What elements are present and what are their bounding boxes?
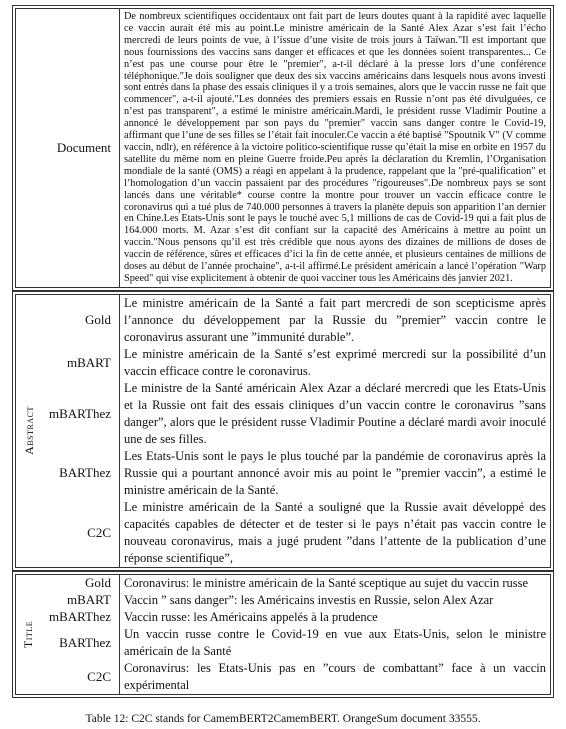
title-row-barthez [16, 626, 550, 660]
abstract-generated-text: Le ministre de la Santé américain Alex Azar a déclaré mercredi que les Etats-Unis et la Russie ont fait des essais cliniques d’un vaccin contre le coronavirus ”sans danger”, alors que le président russe Vladimir Poutine a déclaré mardi avoir inoculé une de ses filles. [119, 380, 550, 448]
title-model-label: Gold [85, 575, 111, 591]
title-generated-text: Coronavirus: les Etats-Unis pas en ”cours de combattant” face à un vaccin expérimental [119, 660, 550, 694]
abstract-generated-text: Le ministre américain de la Santé s’est exprimé mercredi sur la possibilité d’un vaccin efficace contre le coronavirus. [119, 346, 550, 380]
abstract-rows [16, 295, 550, 567]
title-model-label: mBARThez [48, 609, 111, 625]
document-row [16, 9, 550, 287]
document-label: Document [56, 139, 111, 155]
title-row-mbarthez [16, 609, 550, 626]
abstract-generated-text: Le ministre américain de la Santé a fait part mercredi de son scepticisme après l’annonce du développement par la Russie du ”premier” vaccin contre le coronavirus assurant une ”immunité durable”. [119, 295, 550, 346]
title-row-mbart [16, 592, 550, 609]
abstract-generated-text: Les Etats-Unis sont le pays le plus touché par la pandémie de coronavirus après la Russie qui a pourtant annoncé avoir mis au point le ”premier vaccin”, a estimé le ministre américain de la Santé. [119, 448, 550, 499]
abstract-model-label: C2C [87, 524, 111, 540]
title-section [15, 574, 551, 695]
abstract-row-mbart [16, 346, 550, 380]
abstract-row-mbarthez [16, 380, 550, 448]
title-row-c2c [16, 660, 550, 694]
results-table [15, 8, 551, 695]
abstract-row-gold [16, 295, 550, 346]
title-generated-text: Un vaccin russe contre le Covid-19 en vue aux Etats-Unis, selon le ministre américain de la Santé [119, 626, 550, 660]
abstract-section-label: Abstract [21, 406, 36, 456]
title-section-label: Title [21, 620, 36, 648]
title-rows [16, 575, 550, 694]
title-generated-text: Coronavirus: le ministre américain de la Santé sceptique au sujet du vaccin russe [119, 575, 550, 592]
document-text: De nombreux scientifiques occidentaux ont fait part de leurs doutes quant à la rapidité avec laquelle ce vaccin aurait été mis au point.Le ministre américain de la Santé Alex Azar s’est fait l’écho mercredi de leurs points de vue, à l’issue d’une visite de trois jours à Taïwan."Il est important que nous fournissions des vaccins sans danger et efficaces et que les données soient transparentes... Ce n’est pas une course pour être le "premier", a-t-il déclaré à la presse lors d’une conférence téléphonique."Je dois souligner que deux des six vaccins américains dans lesquels nous avons investi sont entrés dans la phase des essais cliniques il y a trois semaines, alors que le vaccin russe ne fait que commencer", a-t-il ajouté."Les données des premiers essais en Russie n’ont pas été divulguées, ce n’est pas transparent", a estimé le ministre américain.Mardi, le président russe Vladimir Poutine a annoncé le développement par son pays du "premier" vaccin sans danger contre le Covid-19, affirmant que l’une de ses filles se l’était fait inoculer.Ce vaccin a été baptisé "Spoutnik V" (V comme vaccin, ndlr), en référence à la victoire politico-scientifique russe qu’était la mise en orbite en 1957 du satellite du même nom en pleine Guerre froide.Peu après la déclaration du Kremlin, l’Organisation mondiale de la santé (OMS) a réagi en appelant à la prudence, rappelant que la "pré-qualification" et l’homologation d’un vaccin passaient par des procédures "rigoureuses".De nombreux pays se sont lancés dans une véritable* course contre la montre pour trouver un vaccin efficace contre le coronavirus qui a tué plus de 740.000 personnes à travers la planète depuis son apparition l’an dernier en Chine.Les Etats-Unis sont le pays le touché avec 5,1 millions de cas de Covid-19 qui a fait plus de 164.000 morts. M. Azar s’est dit confiant sur la capacité des Américains à mettre au point un vaccin."Nous pensons qu’il est très crédible que nous ayons des dizaines de millions de doses de vaccin de référence, sûres et efficaces d’ici la fin de cette année, et plusieurs centaines de millions de doses au début de l’année prochaine", a-t-il affirmé.Le président américain a lancé l’opération "Warp Speed" qui vise explicitement à obtenir de quoi vacciner tous les Américains dès janvier 2021. [119, 9, 550, 287]
abstract-model-label: Gold [85, 312, 111, 328]
title-model-label: BARThez [59, 634, 111, 650]
abstract-generated-text: Le ministre américain de la Santé a souligné que la Russie avait développé des capacités capables de détecter et de tester si le pays n’était pas vaccin contre le nouveau coronavirus, mais a jugé prudent ”dans l’attente de la publication d’une réponse scientifique”, [119, 499, 550, 567]
title-model-label: mBART [66, 592, 111, 608]
abstract-section [15, 294, 551, 568]
abstract-model-label: mBART [66, 354, 111, 370]
title-generated-text: Vaccin ” sans danger”: les Américains investis en Russie, selon Alex Azar [119, 592, 550, 609]
title-generated-text: Vaccin russe: les Américains appelés à la prudence [119, 609, 550, 626]
table-caption: Table 12: C2C stands for CamemBERT2CamemBERT. OrangeSum document 33555. [85, 713, 481, 725]
abstract-model-label: mBARThez [48, 405, 111, 421]
title-row-gold [16, 575, 550, 592]
document-section [15, 8, 551, 288]
abstract-row-barthez [16, 448, 550, 499]
abstract-row-c2c [16, 499, 550, 567]
title-model-label: C2C [87, 668, 111, 684]
abstract-model-label: BARThez [59, 465, 111, 481]
